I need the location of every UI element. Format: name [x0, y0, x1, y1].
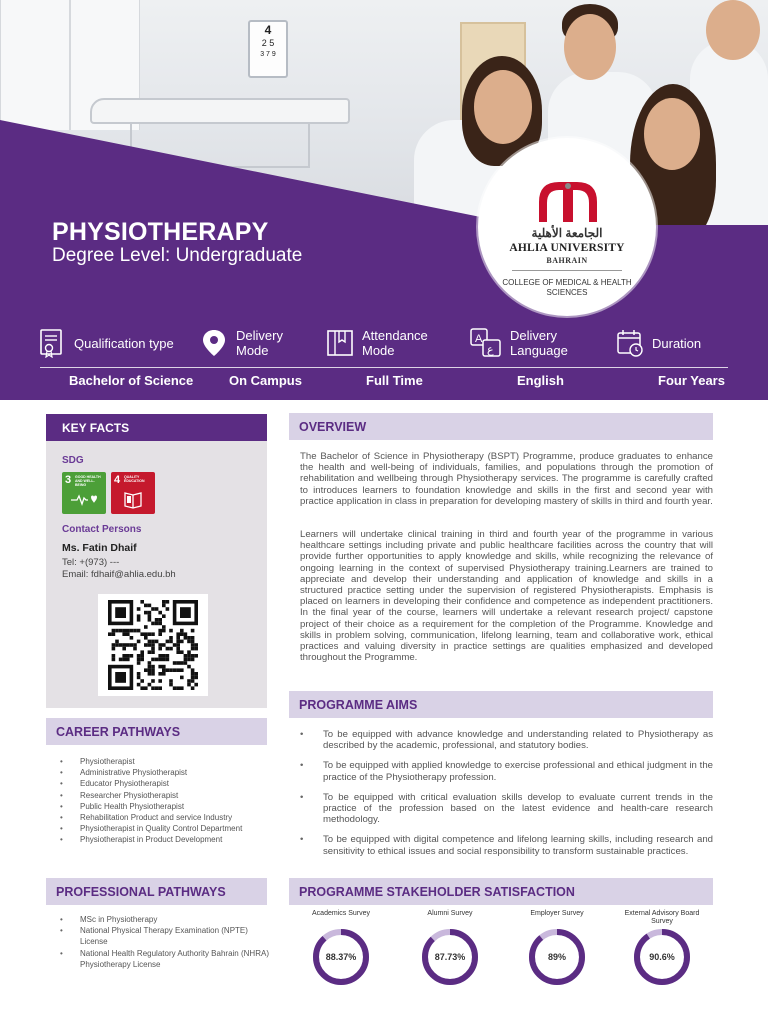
sdg-number: 3 — [65, 474, 72, 486]
info-label: Attendance Mode — [362, 328, 428, 358]
sdg-number: 4 — [114, 474, 121, 486]
programme-aim-item: • To be equipped with advance knowledge and understanding related to Physiotherapy as described by the academic, professional, and statutory bodies. — [300, 729, 713, 751]
professional-pathway-item: • National Health Regulatory Authority Bahrain (NHRA) Physiotherapy License — [60, 948, 275, 970]
heartbeat-icon — [70, 492, 98, 506]
sdg-label: SDG — [62, 455, 84, 466]
overview-paragraph: Learners will undertake clinical training in third and fourth year of the programme in various healthcare settings including private and public healthcare facilities across the country that will provide further opportunities to apply knowledge and skills, while recognizing the relevance of ongoing learning in the context of supervised Physiotherapy training.Learners are trained to appreciate and develop their understanding and application of knowledge and skills in a structured practice setting under the supervision of registered Physiotherapists. Emphasis is placed on learners in developing their confidence and competence as independent practitioners. In the final year of the course, learners will undertake a relevant research project/ capstone project of their choice as a requirement for the completion of the Programme. Knowledge and skills in problem solving, communication, lifelong learning, team and collaborative work, ethical practices and valuing diversity in practice settings are qualities emphasized and developed throughout the Programme. — [300, 529, 713, 664]
page-title: PHYSIOTHERAPY — [52, 218, 269, 246]
programme-aim-item: • To be equipped with digital competence and lifelong learning skills, including research and sensitivity to ethical issues and social responsibility to transform sustainable practices. — [300, 834, 713, 856]
logo-arabic-text: الجامعة الأهلية — [531, 226, 603, 240]
sdg-3-badge — [62, 472, 106, 514]
person-face — [644, 98, 700, 170]
info-value-qualification: Bachelor of Science — [69, 373, 194, 388]
degree-level — [52, 245, 302, 267]
satisfaction-heading: PROGRAMME STAKEHOLDER SATISFACTION — [289, 878, 713, 905]
degree-value: Undergraduate — [175, 245, 303, 266]
degree-label: Degree Level: — [52, 245, 171, 266]
info-value-duration: Four Years — [658, 373, 725, 388]
eye-chart-row: 4 — [264, 23, 272, 37]
professional-pathway-item: • MSc in Physiotherapy — [60, 914, 275, 925]
survey-label: External Advisory Board Survey — [624, 910, 700, 925]
open-book-icon — [123, 489, 143, 509]
sdg-text: QUALITY EDUCATION — [124, 475, 145, 483]
eye-chart-row: 3 7 9 — [260, 51, 276, 58]
info-label: Delivery Mode — [236, 328, 283, 358]
career-pathways-list — [60, 756, 270, 846]
info-duration — [616, 328, 722, 358]
info-label: Duration — [652, 335, 702, 351]
contact-email[interactable]: Email: fdhaif@ahlia.edu.bh — [62, 569, 176, 580]
programme-aim-item: • To be equipped with critical evaluation skills develop to evaluate current trends in the practice of the profession based on the latest evidence and health-care research methodology. — [300, 792, 713, 826]
university-logo — [478, 138, 656, 316]
info-label: Qualification type — [74, 335, 174, 351]
person-face — [474, 70, 532, 144]
divider — [512, 270, 622, 271]
professional-pathway-item: • National Physical Therapy Examination (NPTE) License — [60, 925, 275, 947]
info-value-delivery-mode: On Campus — [229, 373, 302, 388]
contact-tel: Tel: +(973) --- — [62, 557, 120, 568]
wall-panel — [0, 0, 70, 130]
svg-text:ع: ع — [487, 344, 494, 356]
treatment-bed — [90, 98, 350, 124]
survey-label: Academics Survey — [312, 910, 370, 917]
eye-chart — [248, 20, 288, 78]
svg-text:A: A — [475, 333, 483, 345]
book-icon — [326, 328, 354, 358]
programme-aims-heading: PROGRAMME AIMS — [289, 691, 713, 718]
overview-paragraph: The Bachelor of Science in Physiotherapy (BSPT) Programme, produce graduates to enhance the health and well-being of individuals, families, and populations through the promotion of rehabilitation and wellbeing through Physiotherapy services. The programme is carefully crafted to introduces learners to foundation knowledge and skills in the first and second year with practice application in class in preparation for developing mastery of skills in third and fourth year. — [300, 451, 713, 507]
eye-chart-row: 2 5 — [261, 38, 275, 48]
info-value-delivery-language: English — [517, 373, 564, 388]
career-pathway-item: • Physiotherapist in Quality Control Department — [60, 823, 270, 834]
info-qualification — [38, 328, 174, 358]
person-face — [706, 0, 760, 60]
professional-pathways-list — [60, 914, 275, 970]
survey-value: 89% — [547, 952, 566, 962]
career-pathways-heading: CAREER PATHWAYS — [46, 718, 267, 745]
key-facts-heading: KEY FACTS — [46, 414, 267, 441]
survey-value: 87.73% — [434, 952, 466, 962]
translate-icon — [470, 328, 502, 358]
location-pin-icon — [200, 328, 228, 358]
info-attendance-mode — [326, 328, 442, 358]
career-pathway-item: • Public Health Physiotherapist — [60, 801, 270, 812]
contact-persons-label: Contact Persons — [62, 524, 142, 535]
sdg-4-badge — [111, 472, 155, 514]
hero-banner — [0, 0, 768, 400]
overview-heading: OVERVIEW — [289, 413, 713, 440]
qr-code[interactable] — [98, 594, 208, 696]
career-pathway-item: • Rehabilitation Product and service Industry — [60, 812, 270, 823]
logo-college: COLLEGE OF MEDICAL & HEALTH SCIENCES — [502, 278, 632, 297]
sdg-text: GOOD HEALTH AND WELL-BEING — [75, 475, 101, 487]
programme-aim-item: • To be equipped with applied knowledge to exercise professional and ethical judgment in the practice of the Physiotherapy profession. — [300, 760, 713, 782]
career-pathway-item: • Educator Physiotherapist — [60, 778, 270, 789]
career-pathway-item: • Physiotherapist in Product Development — [60, 834, 270, 845]
professional-pathways-heading: PROFESSIONAL PATHWAYS — [46, 878, 267, 905]
programme-aims-list — [300, 729, 713, 866]
survey-label: Alumni Survey — [427, 910, 473, 917]
info-label: Delivery Language — [510, 328, 568, 358]
survey-label: Employer Survey — [530, 910, 584, 917]
certificate-icon — [38, 328, 66, 358]
info-delivery-language — [470, 328, 580, 358]
survey-value: 88.37% — [325, 952, 357, 962]
university-logo-icon — [533, 176, 603, 224]
logo-name: AHLIA UNIVERSITY — [509, 242, 625, 254]
divider — [40, 367, 728, 368]
contact-name: Ms. Fatin Dhaif — [62, 542, 137, 554]
info-delivery-mode — [200, 328, 296, 358]
career-pathway-item: • Administrative Physiotherapist — [60, 767, 270, 778]
career-pathway-item: • Physiotherapist — [60, 756, 270, 767]
person-face — [564, 14, 616, 80]
career-pathway-item: • Researcher Physiotherapist — [60, 790, 270, 801]
info-value-attendance-mode: Full Time — [366, 373, 423, 388]
logo-country: BAHRAIN — [546, 256, 588, 265]
calendar-clock-icon — [616, 328, 644, 358]
survey-value: 90.6% — [649, 952, 675, 962]
qr-code-icon — [98, 594, 208, 696]
